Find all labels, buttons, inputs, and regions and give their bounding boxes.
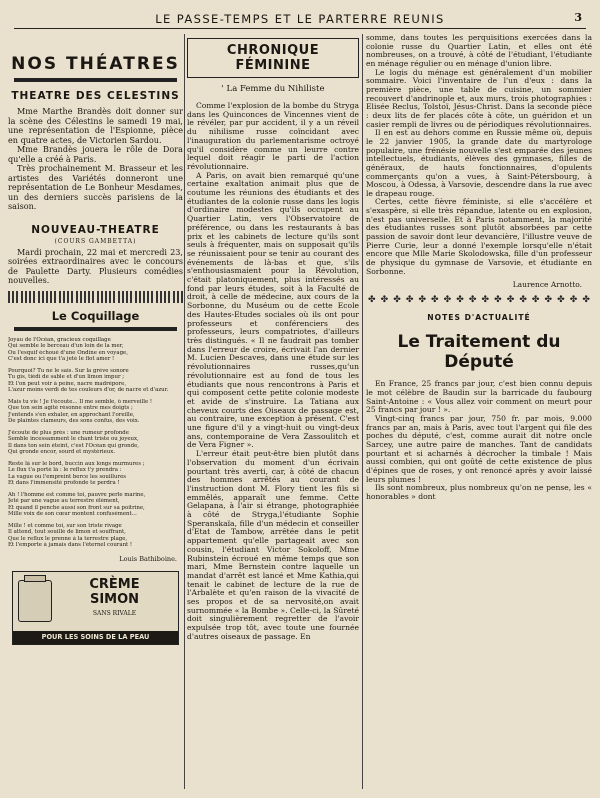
chronique-subtitle — [187, 84, 359, 94]
nouveau-theatre-subtitle: (COURS GAMBETTA) — [54, 237, 137, 245]
poem-line: Mais tu vis ! Je t'écoute... Il me semble, ô merveille ! — [8, 398, 153, 405]
poem-line: Qui gronde encor, sourd et mystérieux. — [8, 449, 116, 455]
article-paragraph: Ils sont nombreux, plus nombreux qu'on ne pense, les « honorables » dont — [366, 483, 592, 501]
poem-stanza — [8, 368, 183, 394]
chronique-continued-paragraph: somme, dans toutes les perquisitions exercées dans la colonie russe du Quartier Latin, et elles ont été nombreuses, on a trouvé, à côté de l'étudiant, l'étudiante en ménage régulier ou en ménage d'union libre. — [366, 34, 592, 68]
chronique-continued-paragraph: Il en est au dehors comme en Russie même où, depuis le 22 janvier 1905, la grande date du martyrologe populaire, une frénésie nouvelle s'est emparée des jeunes intellectuels, étudiants, élèves des gymnases, filles de généraux, de hauts fonctionnaires, d'opulents commerçants qu'on a vues, à Saint-Pétersbourg, à Moscou, à Odessa, à Varsovie, descendre dans la rue avec le drapeau rouge. — [366, 128, 592, 198]
article-title: Le Traitement du Député — [397, 332, 561, 373]
poem-line: Tu gis, tiédi de sable et d'un limon impur ; — [8, 374, 125, 380]
celestins-paragraph: Mme Brandès jouera le rôle de Dora qu'elle a créé à Paris. — [8, 144, 183, 164]
poem-line: Et l'on peut voir à peine, nacre madrépore, — [8, 380, 127, 387]
poem-title: Le Coquillage — [51, 308, 140, 323]
poem-line: Ah ! l'homme est comme toi, pauvre perle marine, — [8, 491, 146, 498]
celestins-paragraph: Mme Marthe Brandès doit donner sur la scène des Célestins le samedi 19 mai, une représentation de l'Espionne, pièce en quatre actes, de Victorien Sardou. — [8, 106, 183, 145]
chronique-title: CHRONIQUE FÉMININE — [187, 38, 359, 78]
poem-line: Ou l'esquif échoué d'une Ondine en voyage, — [8, 349, 128, 356]
column-divider — [362, 34, 363, 789]
masthead-title: LE PASSE-TEMPS ET LE PARTERRE REUNIS — [155, 12, 445, 26]
poem-stanza — [8, 430, 183, 456]
title-rule — [14, 78, 177, 82]
poem-stanza — [8, 399, 183, 425]
poem-line: Joyau de l'Océan, gracieux coquillage — [8, 336, 111, 343]
ad-brand — [55, 577, 174, 607]
poem-stanza — [8, 337, 183, 363]
poem-stanza — [8, 461, 183, 487]
nouveau-theatre-paragraph: Mardi prochain, 22 mai et mercredi 23, soirées extraordinaires avec le concours de Paulette Darty. Plusieurs comédies nouvelles. — [8, 246, 183, 285]
poem-line: Pourquoi? Tu ne le sais. Sur la grève sonore — [8, 367, 129, 374]
celestins-title: THEATRE DES CELESTINS — [11, 90, 180, 102]
chronique-paragraph: Comme l'explosion de la bombe du Stryga dans les Quinconces de Vincennes vient de le révéler, par pur accident, il y a un réveil du nihilisme russe coïncidant avec l'inauguration du parlementarisme octroyé qu'il considère comme un leurre contre lequel doit réagir le parti de l'action révolutionnaire. — [187, 101, 359, 171]
chronique-paragraph: L'erreur était peut-être bien plutôt dans l'observation du moment d'un écrivain pourtant très averti, car, à côté de chacun des hommes arrêtés au courant de l'instruction dont M. Flory tient les fils si emmêlés, apparaît une femme. Cette Gelapana, à l'air si étrange, photographiée à côté de Stryga,l'étudiante Sophie Speranskaïa, fille d'un médecin et conseiller d'Etat de Tambow, arrêtée dans le petit appartement qu'elle partageait avec son cousin, l'étudiant Victor Sokoloff, Mme Rubinstein écroué en même temps que son mari, Mme Bernstein contre laquelle un mandat d'arrêt est lancé et Mme Kathia,qui tenait le cabinet de lecture de la rue de l'Arbalète et qu'en raison de la vivacité de ses propos et de sa nervosité,on avait surnommée « la Bombe ». Celle-ci, la Sûreté doit singulièrement regretter de l'avoir expulsée trop tôt, avec toute une fournée d'autres oiseaux de passage. En — [187, 449, 359, 641]
nouveau-theatre-title: NOUVEAU-THEATRE — [31, 223, 160, 236]
ad-brand-line: SIMON — [89, 591, 140, 607]
poem-stanza — [8, 523, 183, 549]
ad-tagline: SANS RIVALE — [92, 609, 137, 617]
poem-stanza — [8, 492, 183, 518]
article-paragraph: En France, 25 francs par jour, c'est bien connu depuis le mot célèbre de Baudin sur la barricade du faubourg Saint-Antoine : « Vous allez voir comment on meurt pour 25 francs par jour ! ». — [366, 379, 592, 415]
poem-signature: Louis Bathiboine. — [119, 554, 177, 563]
poem-line: Il attend, tout souillé de limon et souffrant, — [8, 529, 126, 535]
ad-brand-line: CRÈME — [89, 576, 140, 592]
poem-line: Reste là sur le bord, buccin aux longs murmures ; — [8, 460, 145, 467]
section-title: NOS THÉATRES — [11, 54, 180, 74]
chronique-paragraph: A Paris, on avait bien remarqué qu'une certaine exaltation animait plus que de coutume les réunions des étudiants et des étudiantes de la colonie russe dans les logis d'ordinaire modestes qu'ils occupent au Quartier Latin, vers l'Observatoire de préférence, ou dans les restaurants à bas prix et les cabinets de lecture qu'ils sont seuls à fréquenter, mais on supposait qu'ils se réunissaient pour se tenir au courant des événements de là-bas et que, s'ils s'enthousiasmaient pour la Révolution, c'était platoniquement, plus intéressés au fond par leurs études, soit à la Faculté de droit, à celle de médecine, aux cours de la Sorbonne, du Muséum ou de cette Ecole des Hautes-Etudes sociales où ils ont pour professeurs et conférenciers des professeurs, leurs compatriotes, d'ailleurs très distingués. « Il ne faudrait pas tomber dans l'erreur de croire, écrivait l'an dernier M. Lucien Descaves, dans une étude sur les révolutionnaires russes,qu'un révolutionnaire est au fond de tous les étudiants que nous rencontrons à Paris et qui composent cette petite colonie modeste et avide de s'instruire. La Tatiana aux cheveux courts des Oiseaux de passage est, au contraire, une exception à présent. C'est une figure d'il y a vingt-huit ou vingt-deux ans, contemporaine de Vera Zassoulitch et de Vera Figner ». — [187, 170, 359, 450]
ornamental-divider — [8, 291, 183, 303]
quote-mark: ' — [221, 84, 227, 94]
chronique-continued-paragraph: Certes, cette fièvre féministe, si elle s'accélère et s'exaspère, si elle très répandue, latente ou en explosion, n'est pas universelle. Et à Paris notamment, la majorité des étudiantes russes sont plutôt absorbées par cette passion de savoir dont leur devancière, l'illustre veuve de Pierre Curie, leur a donné l'exemple lorsqu'elle n'était encore que Mlle Marie Skolodowska, fille d'un professeur de physique du gymnase de Varsovie, et étudiante en Sorbonne. — [366, 197, 592, 276]
article-paragraph: Vingt-cinq francs par jour, 750 fr. par mois, 9.000 francs par an, mais à Paris, avec tout l'argent qui file des poches du député, c'est, comme aurait dit notre oncle Sarcey, une autre paire de manches. Tant de candidats pourtant et si acharnés à décrocher la timbale ! Mais aussi combien, qui ont goûté de cette existence de plus d'épines que de roses, y ont renoncé après y avoir laissé leurs plumes ! — [366, 414, 592, 484]
ornamental-divider: ✤ ✤ ✤ ✤ ✤ ✤ ✤ ✤ ✤ ✤ ✤ ✤ ✤ ✤ ✤ ✤ ✤ ✤ — [368, 295, 590, 306]
poem-line: Jeté par une vague au terrestre élément, — [8, 498, 120, 504]
ad-footer: POUR LES SOINS DE LA PEAU — [13, 631, 178, 644]
poem-line: Il dans ton sein éteint, c'est l'Océan qui gronde, — [8, 442, 140, 449]
poem-line: Semble incessamment le chant triste ou joyeux, — [8, 436, 139, 442]
poem-line: C'est donc ici que t'a jeté le flot amer ! — [8, 356, 115, 362]
poem-line: Mille ! et comme toi, sur son triste rivage — [8, 522, 122, 529]
chronique-continued-paragraph: Le logis du ménage est généralement d'un mobilier sommaire. Voici l'inventaire de l'un d'eux : dans la première pièce, une table de cuisine, un sommier recouvert d'andrinople et, aux murs, trois photographies : Elisée Reclus, Tolstoï, Jésus-Christ. Dans la seconde pièce : deux lits de fer placés côte à côte, un guéridon et un casier rempli de livres ou de périodiques révolutionnaires. — [366, 67, 592, 129]
poem-rule — [14, 327, 177, 331]
poem-line: De plaintes clameurs, des sons confus, des voix. — [8, 418, 140, 424]
notes-actualite-title: NOTES D'ACTUALITÉ — [427, 313, 531, 323]
poem-line: Et l'emporte à jamais dans l'éternel courant ! — [8, 542, 133, 548]
column-divider — [184, 34, 185, 789]
chronique-column — [187, 34, 359, 794]
poem-line: Qui semble le berceau d'un loin de la mer, — [8, 343, 124, 349]
poem-line: J'écoute de plus près : une rumeur profonde — [8, 429, 129, 436]
theatres-column — [8, 34, 183, 794]
poem-line: Mille voix de son cœur montent confusément... — [8, 511, 137, 517]
cream-jar-icon — [18, 580, 52, 622]
creme-simon-advertisement — [12, 571, 179, 645]
poem — [8, 337, 183, 549]
celestins-paragraph: Très prochainement M. Brasseur et les artistes des Variétés donneront une représentation de Le Bonheur Mesdames, un des derniers succès parisiens de la saison. — [8, 163, 183, 211]
poem-line: Que ton sein agité résonne entre mes doigts ; — [8, 405, 133, 411]
page-number: 3 — [574, 11, 582, 24]
poem-line: Que le reflux le prenne à la terrestre plage, — [8, 535, 128, 542]
page-header — [14, 6, 586, 29]
poem-line: L'azur moins verdi de tes couleurs d'or, de nacre et d'azur. — [8, 387, 169, 393]
chronique-author: Laurence Arnotto. — [512, 280, 582, 290]
poem-line: J'entends s'en exhaler, en approchant l'oreille, — [8, 411, 135, 418]
poem-line: Et quand il penche aussi son front sur sa poitrine, — [8, 504, 145, 511]
poem-line: Le flux t'a porté là : le reflux t'y prendra : — [8, 467, 122, 473]
right-column — [366, 34, 592, 794]
chronique-subtitle-text: La Femme du Nihiliste — [226, 84, 325, 94]
poem-line: La vague ou l'empreint berce les souillures — [8, 473, 127, 480]
poem-line: Et dans l'immensité profonde te perdra ! — [8, 480, 120, 486]
